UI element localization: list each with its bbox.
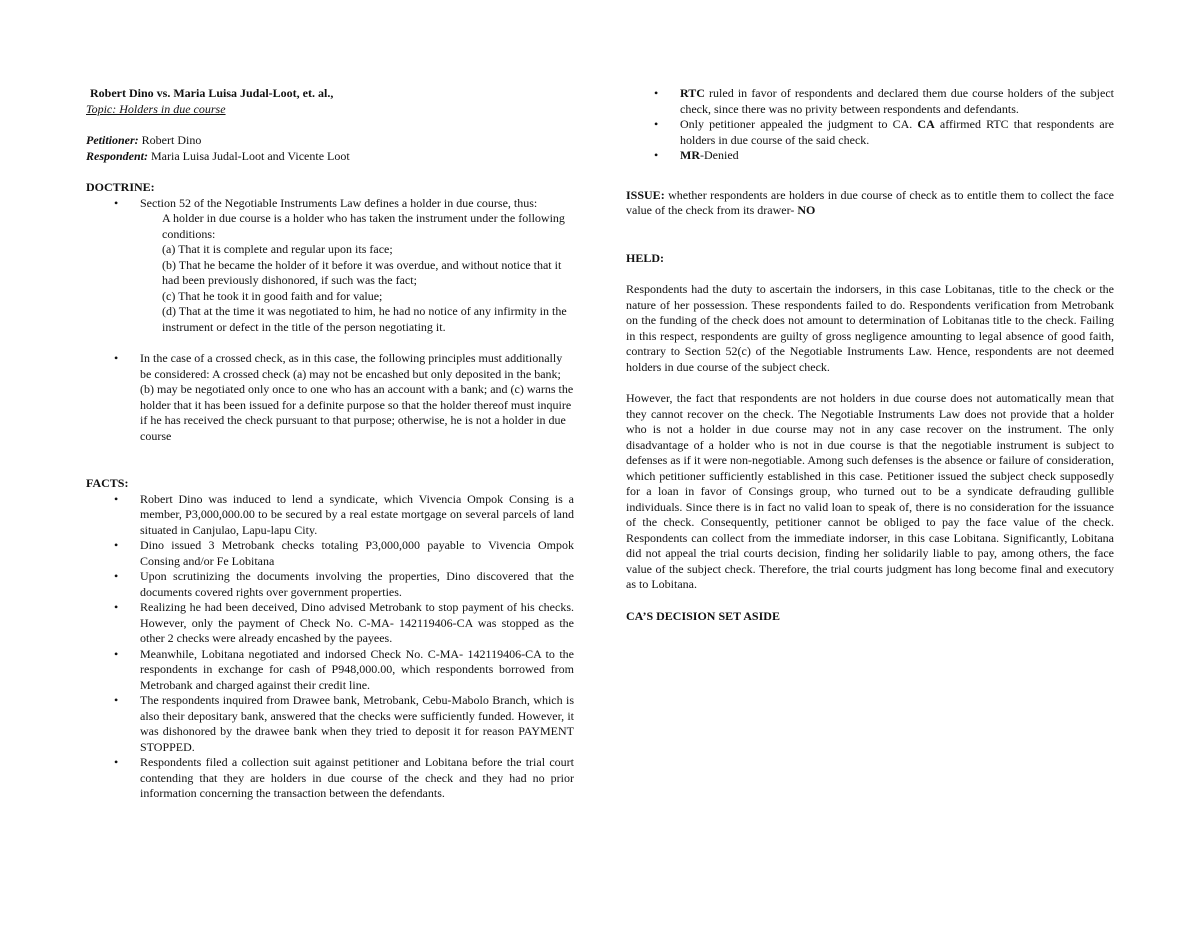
decision-text: CA’S DECISION SET ASIDE — [626, 608, 780, 623]
ca-text: affirmed RTC that respondents are holders in due course of the said check. — [680, 117, 1114, 147]
right-column — [626, 86, 1114, 624]
case-topic: Topic: Holders in due course — [86, 101, 226, 116]
fact-item: • Robert Dino was induced to lend a syndicate, which Vivencia Ompok Consing is a member, P3,000,000.00 to be secured by a real estate mortgage on several parcels of land situated in Canjulao, Lapu-lapu City. — [140, 492, 574, 539]
respondent-value: Maria Luisa Judal-Loot and Vicente Loot — [148, 148, 350, 163]
doctrine-list-2 — [86, 351, 574, 444]
fact-item: • Meanwhile, Lobitana negotiated and indorsed Check No. C-MA- 142119406-CA to the respondents in exchange for cash of P948,000.00, which respondents borrowed from Metrobank and charged against their credit line. — [140, 647, 574, 694]
doctrine-quote — [162, 211, 574, 335]
fact-item: • Realizing he had been deceived, Dino advised Metrobank to stop payment of his checks. However, only the payment of Check No. C-MA- 142119406-CA was stopped as the other 2 checks were already encashed by the payees. — [140, 600, 574, 647]
petitioner-line — [86, 133, 574, 149]
fact-item: • Dino issued 3 Metrobank checks totaling P3,000,000 payable to Vivencia Ompok Consing and/or Fe Lobitana — [140, 538, 574, 569]
quote-line: (d) That at the time it was negotiated to him, he had no notice of any infirmity in the instrument or defect in the title of the person negotiating it. — [162, 304, 567, 334]
issue-label: ISSUE: — [626, 187, 665, 202]
issue-paragraph — [626, 188, 1114, 219]
doctrine-item — [140, 196, 574, 212]
issue-text: whether respondents are holders in due course of check as to entitle them to collect the face value of the check from its drawer- — [626, 187, 1114, 217]
held-heading: HELD: — [626, 250, 665, 265]
facts-heading: FACTS: — [86, 476, 129, 490]
quote-line: (c) That he took it in good faith and for value; — [162, 288, 383, 303]
case-title: Robert Dino vs. Maria Luisa Judal-Loot, et. al., — [90, 86, 334, 100]
quote-line: (b) That he became the holder of it before it was overdue, and without notice that it had been previously dishonored, if such was the fact; — [162, 257, 562, 287]
respondent-line — [86, 149, 574, 165]
doctrine-item-text: In the case of a crossed check, as in this case, the following principles must additionally be considered: A crossed check (a) may not be encashed but only deposited in the bank; (b) may be negotiated only once to one who has an account with a bank; and (c) warns the holder that it has been issued for a definite purpose so that the holder thereof must inquire if he has received the check pursuant to that purpose; otherwise, he is not a holder in due course — [140, 351, 574, 443]
mr-text: -Denied — [700, 148, 739, 162]
doctrine-heading: DOCTRINE: — [86, 180, 155, 194]
respondent-label: Respondent: — [86, 148, 149, 163]
issue-answer: NO — [797, 203, 816, 217]
doctrine-list — [86, 196, 574, 212]
fact-item: • The respondents inquired from Drawee bank, Metrobank, Cebu-Mabolo Branch, which is also their depositary bank, answered that the checks were sufficiently funded. However, it was dishonored by the drawee bank when they tried to deposit it for reason PAYMENT STOPPED. — [140, 693, 574, 755]
facts-list — [86, 492, 574, 802]
quote-line: (a) That it is complete and regular upon its face; — [162, 242, 393, 256]
ca-label: CA — [917, 117, 935, 131]
held-paragraph-1: Respondents had the duty to ascertain the indorsers, in this case Lobitanas, title to the check or the nature of her possession. These respondents failed to do. Respondents verification from Metrobank on the funding of the check does not amount to determination of Lobitanas title to the check. Failing in this respect, respondents are guilty of gross negligence amounting to legal absence of good faith, contrary to Section 52(c) of the Negotiable Instruments Law. Hence, respondents are not deemed holders in due course of the subject check. — [626, 282, 1114, 374]
ruling-item-ca — [680, 117, 1114, 148]
ruling-item-mr — [680, 148, 1114, 164]
rtc-label: RTC — [680, 86, 705, 100]
mr-label: MR — [680, 148, 700, 162]
rtc-text: ruled in favor of respondents and declared them due course holders of the subject check, since there was no privity between respondents and defendants. — [680, 86, 1114, 116]
petitioner-value: Robert Dino — [138, 133, 202, 147]
ca-pre: Only petitioner appealed the judgment to CA. — [680, 117, 918, 131]
quote-line: A holder in due course is a holder who has taken the instrument under the following conditions: — [162, 211, 565, 241]
fact-item: • Respondents filed a collection suit against petitioner and Lobitana before the trial court contending that they are holders in due course of the check and they had no prior information concerning the transaction between the defendants. — [140, 755, 574, 802]
fact-item: • Upon scrutinizing the documents involving the properties, Dino discovered that the documents covered rights over government properties. — [140, 569, 574, 600]
doctrine-item — [140, 351, 574, 444]
petitioner-label: Petitioner: — [86, 133, 139, 147]
left-column — [86, 86, 574, 802]
doctrine-item-text: Section 52 of the Negotiable Instruments Law defines a holder in due course, thus: — [140, 195, 538, 210]
held-paragraph-2: However, the fact that respondents are not holders in due course does not automatically mean that they cannot recover on the check. The Negotiable Instruments Law does not provide that a holder who is not a holder in due course may not in any case recover on the instrument. The only disadvantage of a holder who is not in due course is that the negotiable instrument is subject to defenses as if it were non-negotiable. Among such defenses is the absence or failure of consideration, which petitioner sufficiently established in this case. Petitioner issued the subject check supposedly for a loan in favor of Consings group, who turned out to be a syndicate defrauding gullible individuals. Since there is in fact no valid loan to speak of, there is no consideration for the issuance of the check. Consequently, petitioner cannot be obliged to pay the face value of the check. Respondents can collect from the immediate indorser, in this case Lobitana. Significantly, Lobitana did not appeal the trial courts decision, finding her solidarily liable to pay, among others, the face value of the subject check. Therefore, the trial courts judgment has long become final and executory as to Lobitana. — [626, 391, 1114, 591]
rulings-list — [626, 86, 1114, 164]
ruling-item-rtc — [680, 86, 1114, 117]
